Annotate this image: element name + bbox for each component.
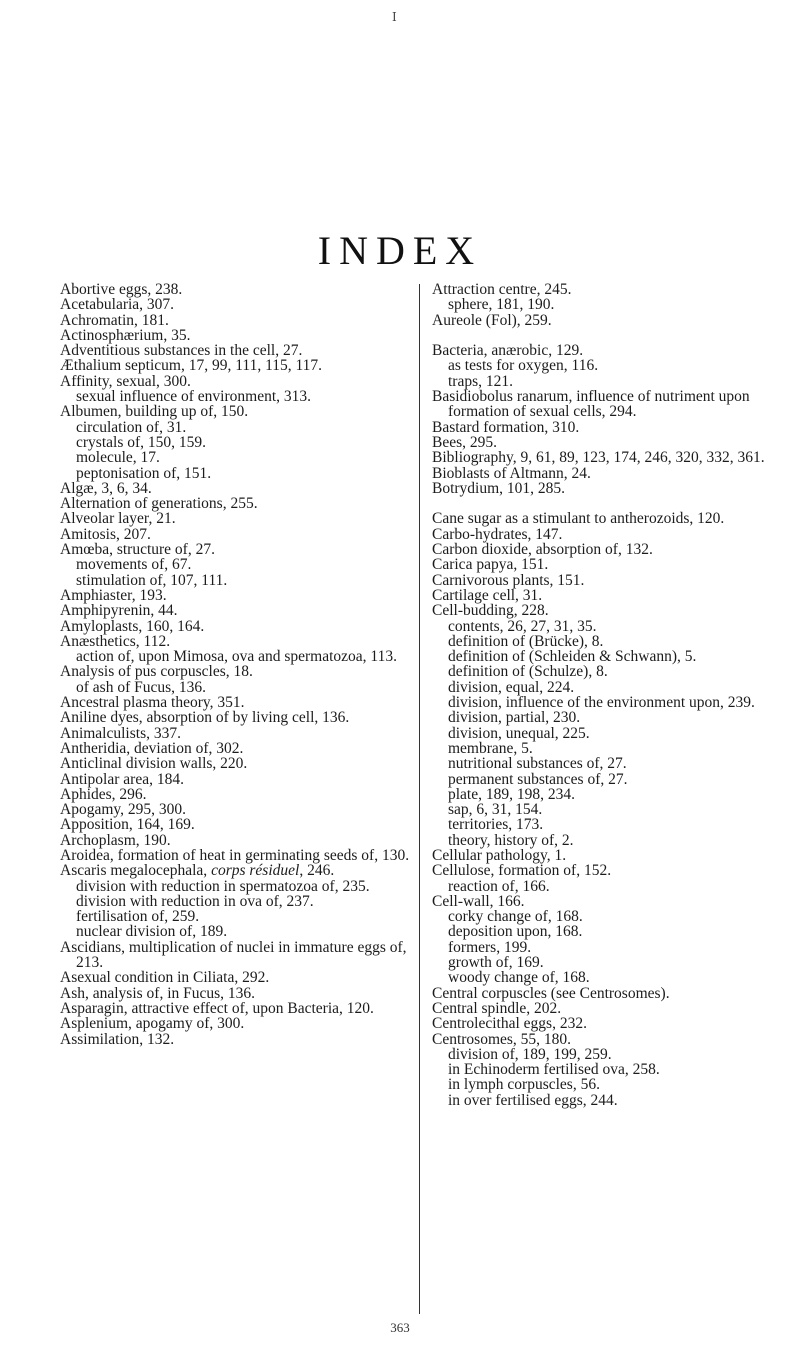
index-entry: Aureole (Fol), 259. — [432, 311, 552, 329]
index-subentry: definition of (Brücke), 8. — [448, 632, 604, 650]
index-subentry: circulation of, 31. — [76, 418, 187, 436]
index-subentry: sap, 6, 31, 154. — [448, 801, 543, 819]
index-entry: Cell-wall, 166. — [432, 892, 525, 910]
index-entry: Analysis of pus corpuscles, 18. — [60, 663, 253, 681]
index-subentry: definition of (Schulze), 8. — [448, 663, 608, 681]
index-subentry: action of, upon Mimosa, ova and spermatozoa, 113. — [76, 648, 397, 666]
index-entry: Affinity, sexual, 300. — [60, 372, 191, 390]
index-subentry: division, partial, 230. — [448, 709, 581, 727]
index-entry: Apposition, 164, 169. — [60, 816, 195, 834]
index-subentry: theory, history of, 2. — [448, 831, 574, 849]
index-subentry: reaction of, 166. — [448, 877, 550, 895]
index-entry: Archoplasm, 190. — [60, 831, 171, 849]
index-entry: Æthalium septicum, 17, 99, 111, 115, 117. — [60, 357, 323, 375]
index-entry: Alveolar layer, 21. — [60, 510, 176, 528]
index-subentry: corky change of, 168. — [448, 908, 583, 926]
index-subentry: stimulation of, 107, 111. — [76, 571, 228, 589]
index-subentry: division, influence of the environment upon, 239. — [448, 694, 755, 712]
index-entry: Central spindle, 202. — [432, 999, 562, 1017]
index-subentry: molecule, 17. — [76, 449, 160, 467]
index-subentry: peptonisation of, 151. — [76, 464, 212, 482]
column-divider — [419, 284, 420, 1314]
index-entry: Cell-budding, 228. — [432, 602, 549, 620]
index-entry: Ash, analysis of, in Fucus, 136. — [60, 984, 256, 1002]
index-entry: Actinosphærium, 35. — [60, 326, 191, 344]
index-entry: Abortive eggs, 238. — [60, 281, 183, 298]
index-entry: Bioblasts of Altmann, 24. — [432, 464, 591, 482]
index-entry: Alternation of generations, 255. — [60, 495, 258, 513]
index-entry: Ascidians, multiplication of nuclei in immature eggs of, 213. — [60, 938, 407, 972]
index-column-right — [432, 282, 776, 1108]
index-subentry: formers, 199. — [448, 938, 532, 956]
index-subentry: division with reduction in spermatozoa of, 235. — [76, 877, 370, 895]
index-subentry: territories, 173. — [448, 816, 544, 834]
index-subentry: permanent substances of, 27. — [448, 770, 628, 788]
index-entry: Acetabularia, 307. — [60, 296, 175, 314]
index-subentry: woody change of, 168. — [448, 969, 590, 987]
index-entry: Carnivorous plants, 151. — [432, 571, 585, 589]
page-title: INDEX — [317, 227, 483, 273]
index-entry: Aniline dyes, absorption of by living cell, 136. — [60, 709, 350, 727]
index-entry: Amyloplasts, 160, 164. — [60, 617, 205, 635]
index-subentry: growth of, 169. — [448, 954, 544, 972]
index-subentry: in Echinoderm fertilised ova, 258. — [448, 1061, 660, 1079]
index-entry: Botrydium, 101, 285. — [432, 479, 566, 497]
index-entry: Cartilage cell, 31. — [432, 586, 543, 604]
index-subentry: fertilisation of, 259. — [76, 908, 200, 926]
index-entry: Carbo-hydrates, 147. — [432, 525, 563, 543]
index-entry: Achromatin, 181. — [60, 311, 169, 329]
index-entry: Aroidea, formation of heat in germinating seeds of, 130. — [60, 846, 410, 864]
index-subentry: contents, 26, 27, 31, 35. — [448, 617, 597, 635]
index-entry: Asplenium, apogamy of, 300. — [60, 1015, 245, 1033]
index-subentry: definition of (Schleiden & Schwann), 5. — [448, 648, 697, 666]
index-section-gap — [432, 328, 776, 343]
index-entry: Amphiaster, 193. — [60, 586, 167, 604]
index-entry: Cellulose, formation of, 152. — [432, 862, 612, 880]
index-entry: Assimilation, 132. — [60, 1030, 175, 1048]
index-entry: Attraction centre, 245. — [432, 281, 572, 298]
index-entry: Bibliography, 9, 61, 89, 123, 174, 246, 320, 332, 361. — [432, 449, 765, 467]
index-entry: Amœba, structure of, 27. — [60, 541, 215, 559]
index-entry: Bees, 295. — [432, 433, 498, 451]
index-entry: Asparagin, attractive effect of, upon Bacteria, 120. — [60, 999, 374, 1017]
index-subentry: deposition upon, 168. — [448, 923, 583, 941]
index-entry: Cellular pathology, 1. — [432, 846, 567, 864]
index-entry: Amphipyrenin, 44. — [60, 602, 178, 620]
index-subentry: traps, 121. — [448, 372, 514, 390]
index-subentry: nutritional substances of, 27. — [448, 755, 627, 773]
index-entry: Antheridia, deviation of, 302. — [60, 739, 244, 757]
index-entry: Bastard formation, 310. — [432, 418, 580, 436]
index-subentry: in lymph corpuscles, 56. — [448, 1076, 600, 1094]
index-subentry: division with reduction in ova of, 237. — [76, 892, 314, 910]
index-entry: Basidiobolus ranarum, influence of nutriment upon formation of sexual cells, 294. — [432, 388, 750, 421]
index-entry: Carbon dioxide, absorption of, 132. — [432, 541, 653, 559]
index-entry: Animalculists, 337. — [60, 724, 181, 742]
index-subentry: in over fertilised eggs, 244. — [448, 1091, 618, 1109]
index-subentry: division, equal, 224. — [448, 678, 575, 696]
index-subentry: plate, 189, 198, 234. — [448, 785, 575, 803]
index-entry: Anæsthetics, 112. — [60, 632, 171, 650]
index-entry: Centrosomes, 55, 180. — [432, 1030, 572, 1048]
index-subentry: sphere, 181, 190. — [448, 296, 555, 314]
index-entry: Cane sugar as a stimulant to antherozoids, 120. — [432, 510, 725, 528]
page-number: 363 — [390, 1320, 410, 1335]
index-subentry: sexual influence of environment, 313. — [76, 388, 312, 406]
header-mark: I — [392, 10, 397, 24]
index-entry: Amitosis, 207. — [60, 525, 151, 543]
index-entry: Aphides, 296. — [60, 785, 147, 803]
index-subentry: division of, 189, 199, 259. — [448, 1045, 612, 1063]
index-subentry: crystals of, 150, 159. — [76, 433, 207, 451]
index-entry: Antipolar area, 184. — [60, 770, 184, 788]
index-subentry: division, unequal, 225. — [448, 724, 590, 742]
index-entry: Central corpuscles (see Centrosomes). — [432, 984, 670, 1002]
index-entry: Anticlinal division walls, 220. — [60, 755, 248, 773]
index-entry: Apogamy, 295, 300. — [60, 801, 186, 819]
index-section-gap — [432, 496, 776, 511]
index-subentry: membrane, 5. — [448, 739, 533, 757]
index-entry: Carica papya, 151. — [432, 556, 549, 574]
index-subentry: of ash of Fucus, 136. — [76, 678, 207, 696]
index-subentry: as tests for oxygen, 116. — [448, 357, 599, 375]
index-entry: Ascaris megalocephala, corps résiduel, 246. — [60, 862, 335, 880]
index-entry: Albumen, building up of, 150. — [60, 403, 249, 421]
index-entry: Centrolecithal eggs, 232. — [432, 1015, 587, 1033]
index-entry: Adventitious substances in the cell, 27. — [60, 342, 303, 360]
index-entry: Bacteria, anærobic, 129. — [432, 342, 584, 360]
index-subentry: nuclear division of, 189. — [76, 923, 228, 941]
index-entry: Algæ, 3, 6, 34. — [60, 479, 152, 497]
index-entry: Ancestral plasma theory, 351. — [60, 694, 245, 712]
index-column-left — [60, 282, 412, 1047]
index-entry: Asexual condition in Ciliata, 292. — [60, 969, 270, 987]
index-subentry: movements of, 67. — [76, 556, 192, 574]
